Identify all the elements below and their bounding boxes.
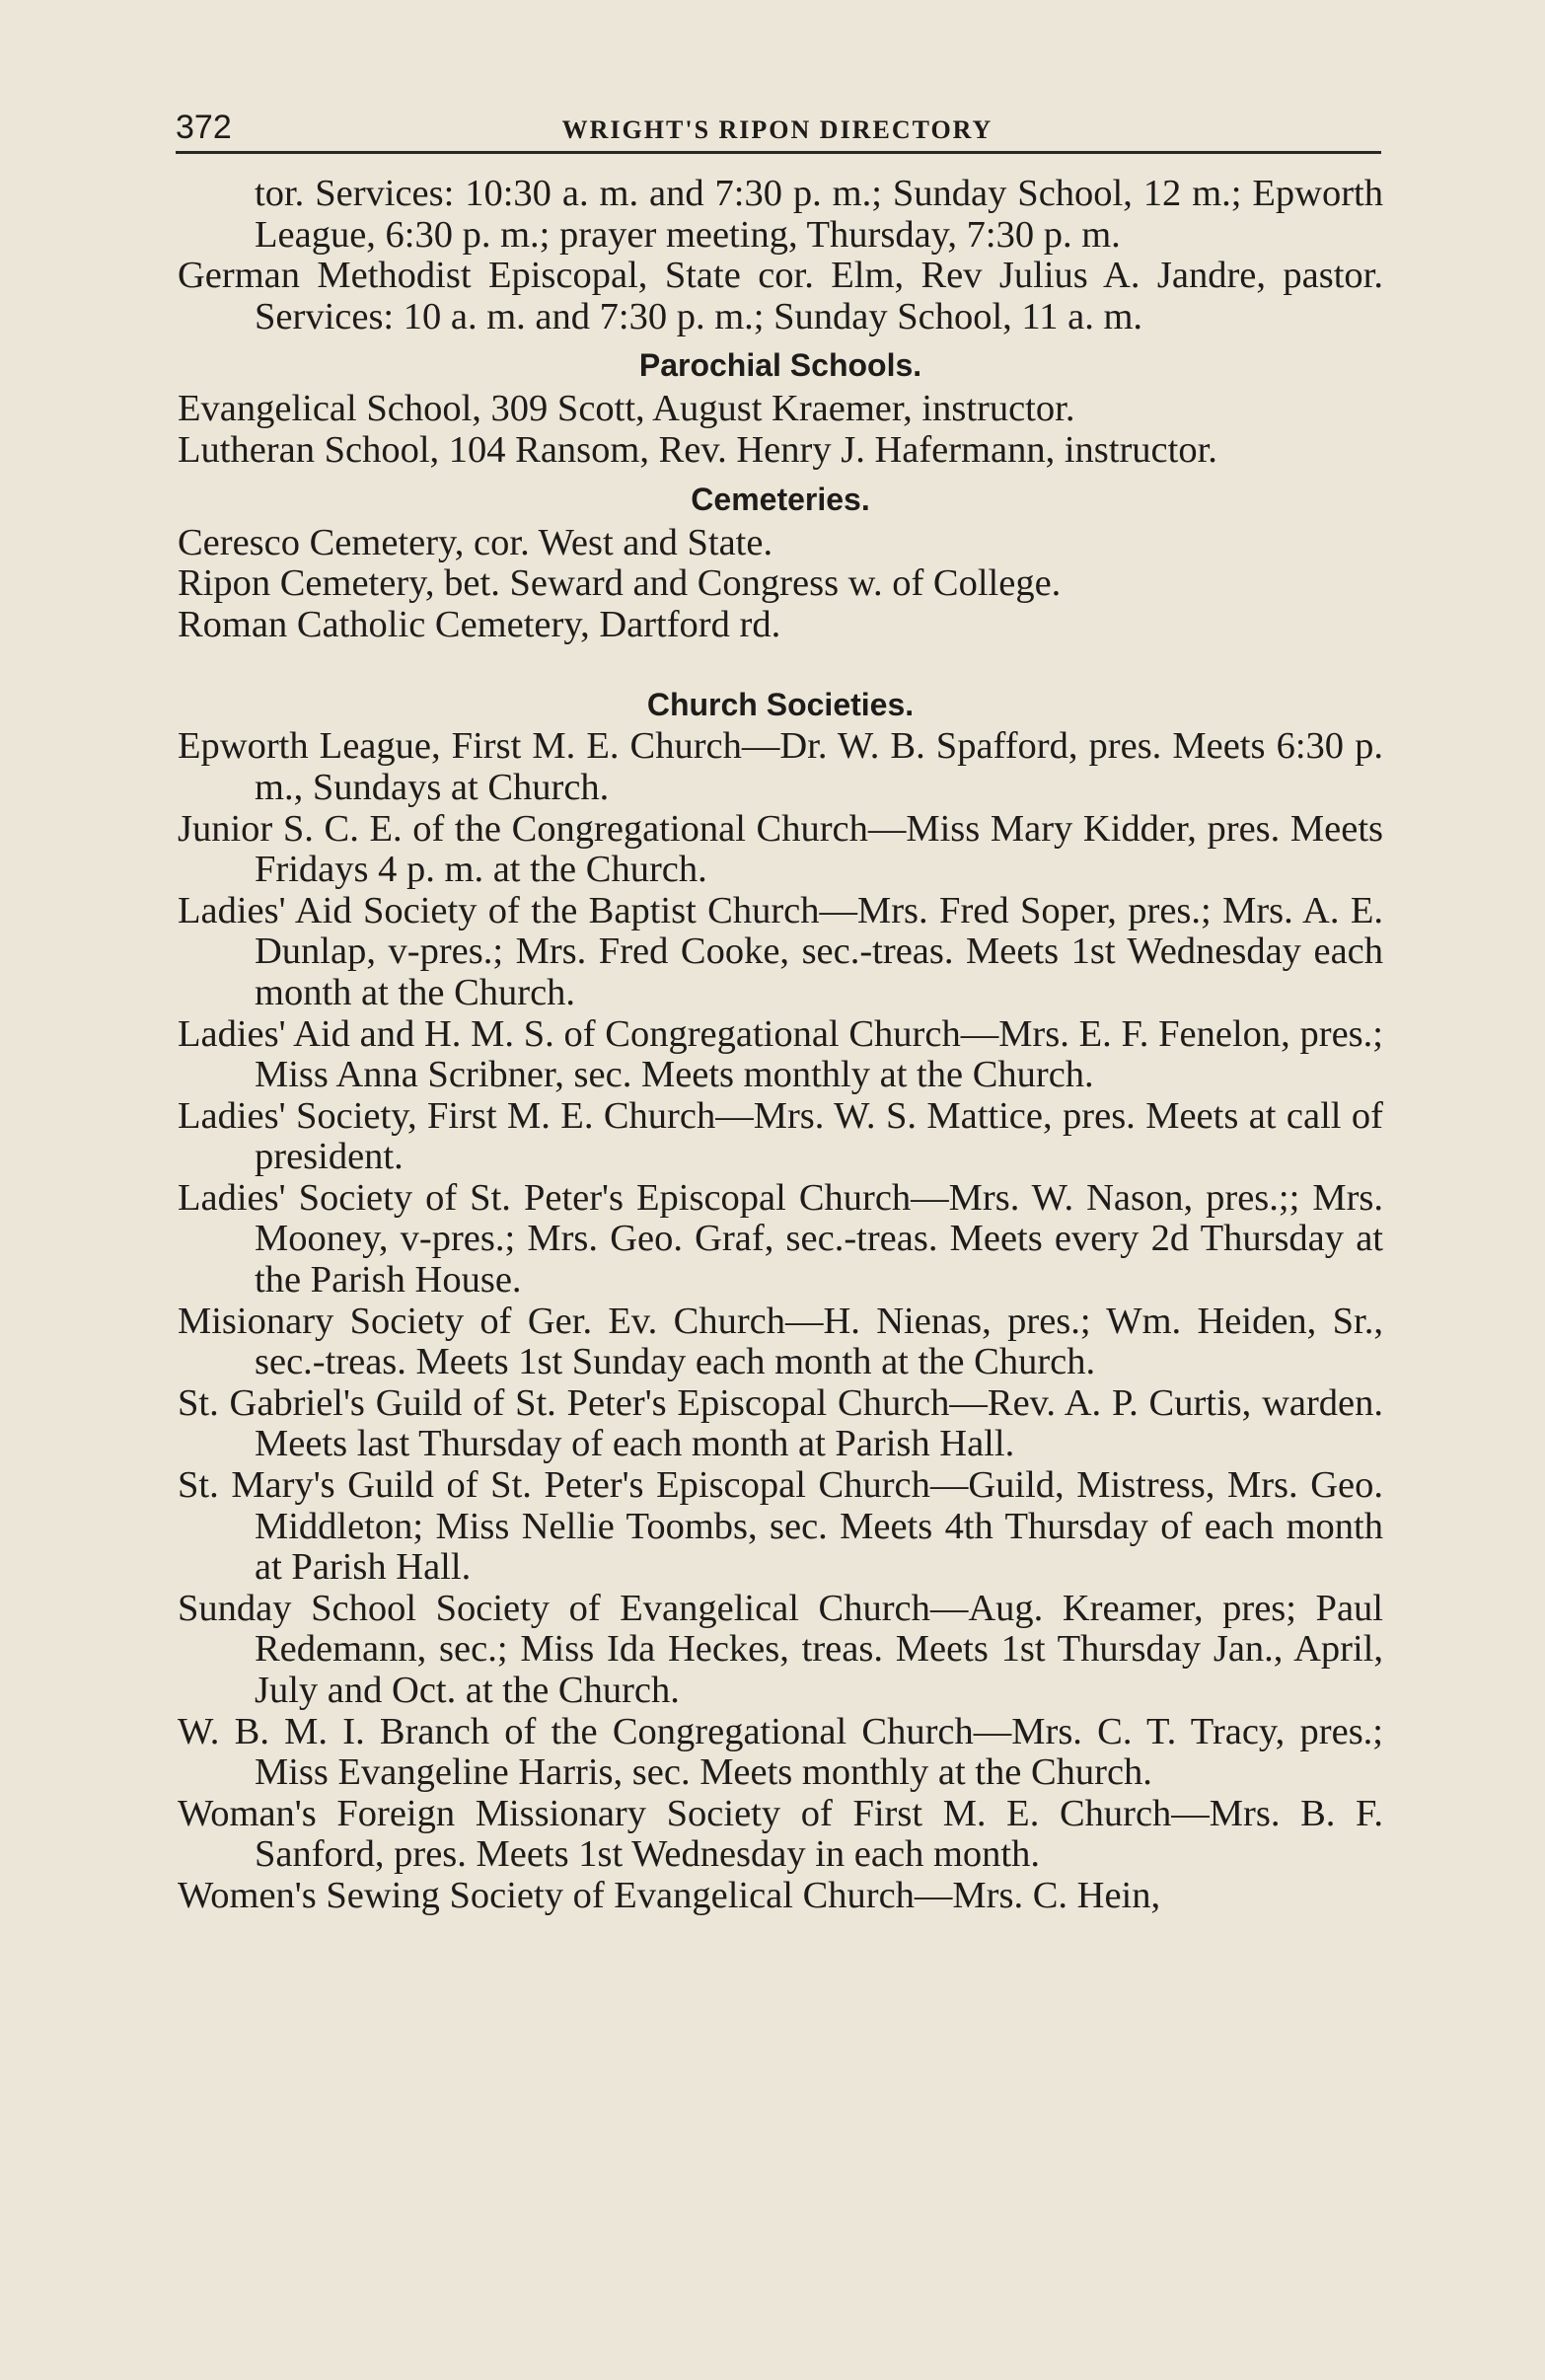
- section-heading-church-societies: Church Societies.: [646, 687, 915, 723]
- society-entry: St. Mary's Guild of St. Peter's Episcopal Church—Guild, Mistress, Mrs. Geo. Middleton; Miss Nellie Toombs, sec. Meets 4th Thursday of each month at Parish Hall.: [178, 1464, 1383, 1589]
- society-entry: Ladies' Aid and H. M. S. of Congregational Church—Mrs. E. F. Fenelon, pres.; Miss Anna Scribner, sec. Meets monthly at the Church.: [178, 1012, 1383, 1096]
- section-heading-parochial-schools: Parochial Schools.: [638, 347, 922, 384]
- society-entry: Sunday School Society of Evangelical Church—Aug. Kreamer, pres; Paul Redemann, sec.; Miss Ida Heckes, treas. Meets 1st Thursday Jan., April, July and Oct. at the Church.: [178, 1587, 1383, 1711]
- society-entry: Junior S. C. E. of the Congregational Church—Miss Mary Kidder, pres. Meets Fridays 4 p. m. at the Church.: [178, 807, 1383, 891]
- society-entry: St. Gabriel's Guild of St. Peter's Episcopal Church—Rev. A. P. Curtis, warden. Meets last Thursday of each month at Parish Hall.: [178, 1381, 1383, 1465]
- cemetery-entry: Ripon Cemetery, bet. Seward and Congress w. of College.: [178, 562, 1062, 605]
- page-number: 372: [176, 109, 232, 146]
- running-head: [176, 103, 1379, 152]
- society-entry: Ladies' Society, First M. E. Church—Mrs. W. S. Mattice, pres. Meets at call of president.: [178, 1094, 1383, 1178]
- section-heading-cemeteries: Cemeteries.: [691, 481, 870, 517]
- society-entry: Epworth League, First M. E. Church—Dr. W. B. Spafford, pres. Meets 6:30 p. m., Sundays at Church.: [178, 725, 1383, 808]
- header-rule: [176, 151, 1381, 154]
- society-entry: W. B. M. I. Branch of the Congregational Church—Mrs. C. T. Tracy, pres.; Miss Evangeline Harris, sec. Meets monthly at the Church.: [178, 1710, 1383, 1794]
- society-entry: Women's Sewing Society of Evangelical Church—Mrs. C. Hein,: [178, 1874, 1161, 1916]
- school-entry: Lutheran School, 104 Ransom, Rev. Henry J. Hafermann, instructor.: [178, 428, 1217, 471]
- cemetery-entry: Ceresco Cemetery, cor. West and State.: [178, 521, 773, 563]
- society-entry: Misionary Society of Ger. Ev. Church—H. Nienas, pres.; Wm. Heiden, Sr., sec.-treas. Meets 1st Sunday each month at the Church.: [178, 1300, 1383, 1383]
- running-title: WRIGHT'S RIPON DIRECTORY: [561, 115, 993, 144]
- society-entry: Ladies' Aid Society of the Baptist Church—Mrs. Fred Soper, pres.; Mrs. A. E. Dunlap, v-pres.; Mrs. Fred Cooke, sec.-treas. Meets 1st Wednesday each month at the Church.: [178, 889, 1383, 1013]
- society-entry: Woman's Foreign Missionary Society of First M. E. Church—Mrs. B. F. Sanford, pres. Meets 1st Wednesday in each month.: [178, 1792, 1383, 1876]
- society-entry: Ladies' Society of St. Peter's Episcopal Church—Mrs. W. Nason, pres.;; Mrs. Mooney, v-pres.; Mrs. Geo. Graf, sec.-treas. Meets every 2d Thursday at the Parish House.: [178, 1176, 1383, 1302]
- cemetery-entry: Roman Catholic Cemetery, Dartford rd.: [178, 603, 781, 645]
- page-body: [178, 174, 1383, 1917]
- school-entry: Evangelical School, 309 Scott, August Kraemer, instructor.: [178, 388, 1075, 430]
- church-entry: German Methodist Episcopal, State cor. Elm, Rev Julius A. Jandre, pastor. Services: 10 a. m. and 7:30 p. m.; Sunday School, 11 a. m.: [178, 255, 1383, 337]
- continuation-entry: tor. Services: 10:30 a. m. and 7:30 p. m.; Sunday School, 12 m.; Epworth League, 6:30 p. m.; prayer meeting, Thursday, 7:30 p. m.: [255, 173, 1383, 256]
